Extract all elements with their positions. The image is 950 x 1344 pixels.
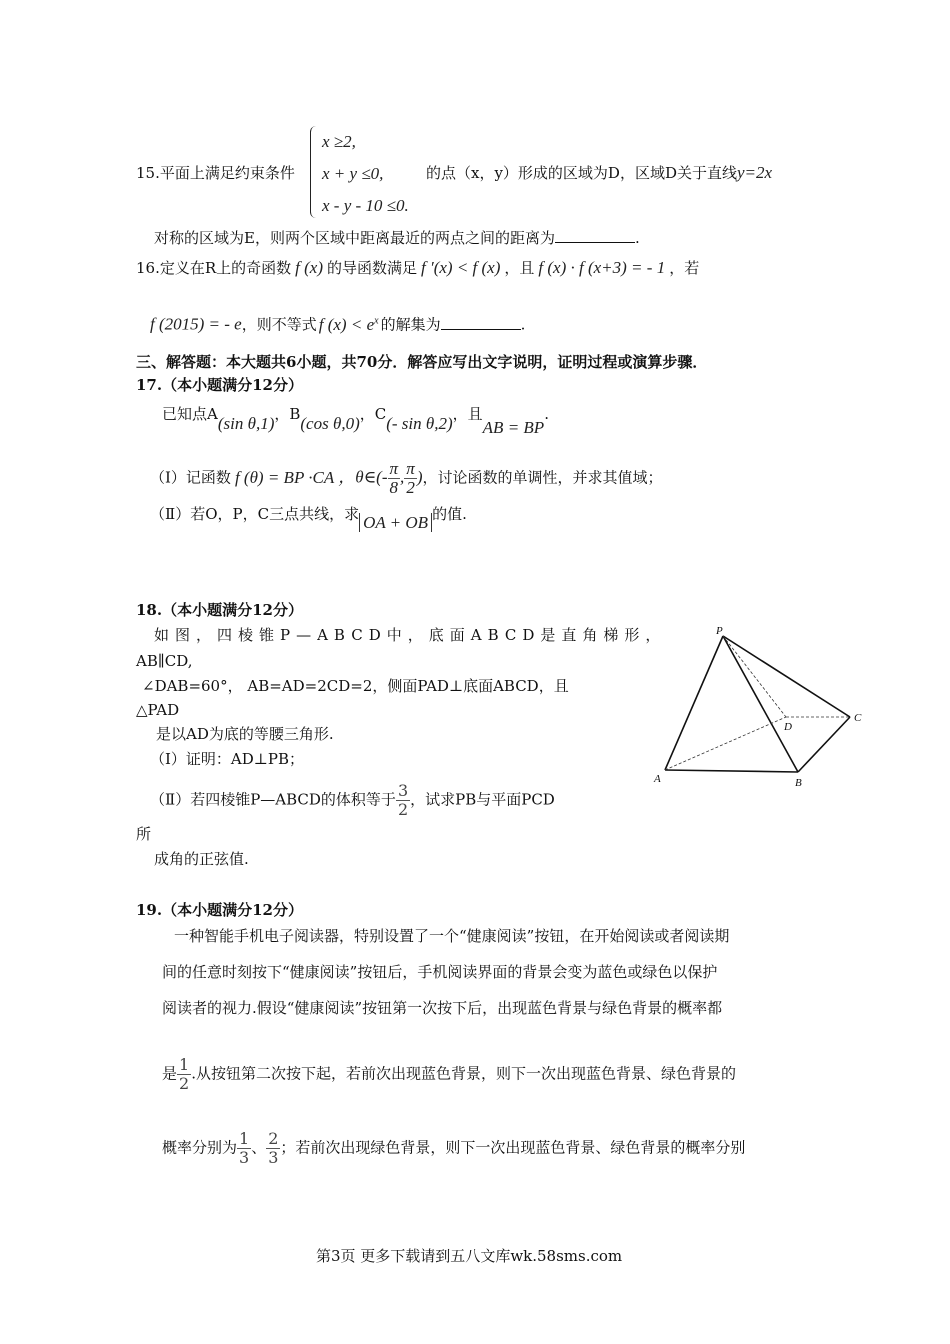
- q19-frac-two-thirds: $\frac{2}{3}$: [268, 1129, 279, 1167]
- constraint-3: x - y - 10 ≤0.: [322, 196, 409, 215]
- q19-frac-one-third: $\frac{1}{3}$: [239, 1129, 250, 1167]
- q17-part2: （Ⅱ）若O，P，C三点共线，求 OA + OB 的值.: [150, 505, 467, 532]
- pyramid-figure: [650, 620, 880, 795]
- q16-ineq: f ′(x) < f (x): [421, 258, 501, 277]
- q19-line1: 一种智能手机电子阅读器，特别设置了一个“健康阅读”按钮，在开始阅读或者阅读期: [174, 927, 730, 945]
- q15-prefix: 15.平面上满足约束条件: [136, 164, 295, 182]
- q16-cond: f (2015) = - e: [150, 314, 242, 334]
- q16-line1: 16.定义在R上的奇函数 f (x) 的导函数满足 f ′(x) < f (x) ，且 f (x) · f (x+3) = - 1 ，若: [136, 258, 700, 277]
- q18-line5: 是以AD为底的等腰三角形.: [156, 725, 334, 743]
- constraint-1: x ≥2,: [322, 132, 356, 151]
- q15-line-eq: y=2x: [737, 163, 773, 182]
- q19-line3: 阅读者的视力.假设“健康阅读”按钮第一次按下后，出现蓝色背景与绿色背景的概率都: [162, 999, 723, 1017]
- section-3-header: 三、解答题：本大题共6小题，共70分．解答应写出文字说明，证明过程或演算步骤．: [136, 353, 708, 371]
- q17-vector-eq: AB = BP: [482, 418, 545, 437]
- q17-title: 17.（本小题满分12分）: [136, 376, 303, 394]
- q18-part1: （Ⅰ）证明：AD⊥PB；: [150, 750, 305, 768]
- q16-line2: f (2015) = - e，则不等式 f $(x) < e^x$ 的解集为 .: [150, 314, 526, 334]
- q19-line4: 是 $\frac{1}{2}$ .从按钮第二次按下起，若前次出现蓝色背景，则下一次出现蓝色背景、绿色背景的: [162, 1055, 736, 1093]
- q18-line1: 如图，四棱锥P—ABCD中，底面ABCD是直角梯形，: [154, 626, 667, 644]
- q17-given: 已知点A(sin θ,1)，B(cos θ,0)，C(- sin θ,2)，且AB = BP.: [162, 405, 549, 437]
- edge-PA: [665, 636, 723, 770]
- q19-title: 19.（本小题满分12分）: [136, 901, 303, 919]
- q19-line2: 间的任意时刻按下“健康阅读”按钮后，手机阅读界面的背景会变为蓝色或绿色以保护: [162, 963, 718, 981]
- constraint-2: x + y ≤0,: [322, 164, 384, 183]
- q17-part1: （Ⅰ）记函数 f (θ) = BP ·CA ，θ∈(- $\frac{\pi}{8}$ , $\frac{\pi}{2}$ )，讨论函数的单调性，并求其值域；: [150, 459, 663, 497]
- q18-title: 18.（本小题满分12分）: [136, 601, 303, 619]
- q18-line3: ∠DAB=60°， AB=AD=2CD=2，侧面PAD⊥底面ABCD，且: [142, 677, 569, 695]
- q19-line5: 概率分别为 $\frac{1}{3}$ 、 $\frac{2}{3}$ ；若前次出现绿色背景，则下一次出现蓝色背景、绿色背景的概率分别: [162, 1129, 746, 1167]
- q19-frac-half: $\frac{1}{2}$: [179, 1055, 190, 1093]
- label-C: C: [854, 712, 862, 724]
- q18-part2: （Ⅱ）若四棱锥P—ABCD的体积等于 $\frac{3}{2}$ ，试求PB与平面PCD: [150, 781, 555, 819]
- page-footer: 第3页 更多下载请到五八文库wk.58sms.com: [316, 1247, 623, 1265]
- label-P: P: [716, 625, 723, 637]
- q15-mid: 的点（x，y）形成的区域为D，区域D关于直线y=2x: [426, 163, 773, 182]
- q16-fx: f (x): [295, 258, 323, 277]
- q18-line2: AB∥CD,: [136, 652, 193, 670]
- q16-answer-blank[interactable]: [441, 315, 521, 330]
- label-B: B: [795, 777, 802, 789]
- label-D: D: [784, 721, 792, 733]
- edge-AD-hidden: [665, 717, 786, 770]
- q18-line9: 成角的正弦值.: [154, 850, 249, 868]
- edge-BC: [798, 717, 850, 772]
- q17-pi-over-2: $\frac{\pi}{2}$: [406, 459, 415, 497]
- q18-line8: 所: [136, 825, 152, 843]
- q16-ineq2: f $(x) < e^x$: [318, 314, 379, 334]
- q17-func: f (θ) = BP ·CA: [234, 467, 335, 487]
- edge-PD-hidden: [723, 636, 786, 717]
- edge-PB: [723, 636, 798, 772]
- constraint-brace: [310, 126, 319, 218]
- q18-line4: △PAD: [136, 701, 180, 719]
- q16-eq: f (x) · f (x+3) = - 1: [538, 258, 666, 277]
- label-A: A: [654, 773, 661, 785]
- edge-PC: [723, 636, 850, 717]
- q15-line2: 对称的区域为E，则两个区域中距离最近的两点之间的距离为 .: [154, 229, 640, 247]
- q18-volume-frac: $\frac{3}{2}$: [397, 781, 409, 819]
- q17-pi-over-8: $\frac{\pi}{8}$: [389, 459, 399, 497]
- edge-AB: [665, 770, 798, 772]
- q15-answer-blank[interactable]: [555, 228, 635, 243]
- q17-abs-expr: OA + OB: [359, 513, 432, 532]
